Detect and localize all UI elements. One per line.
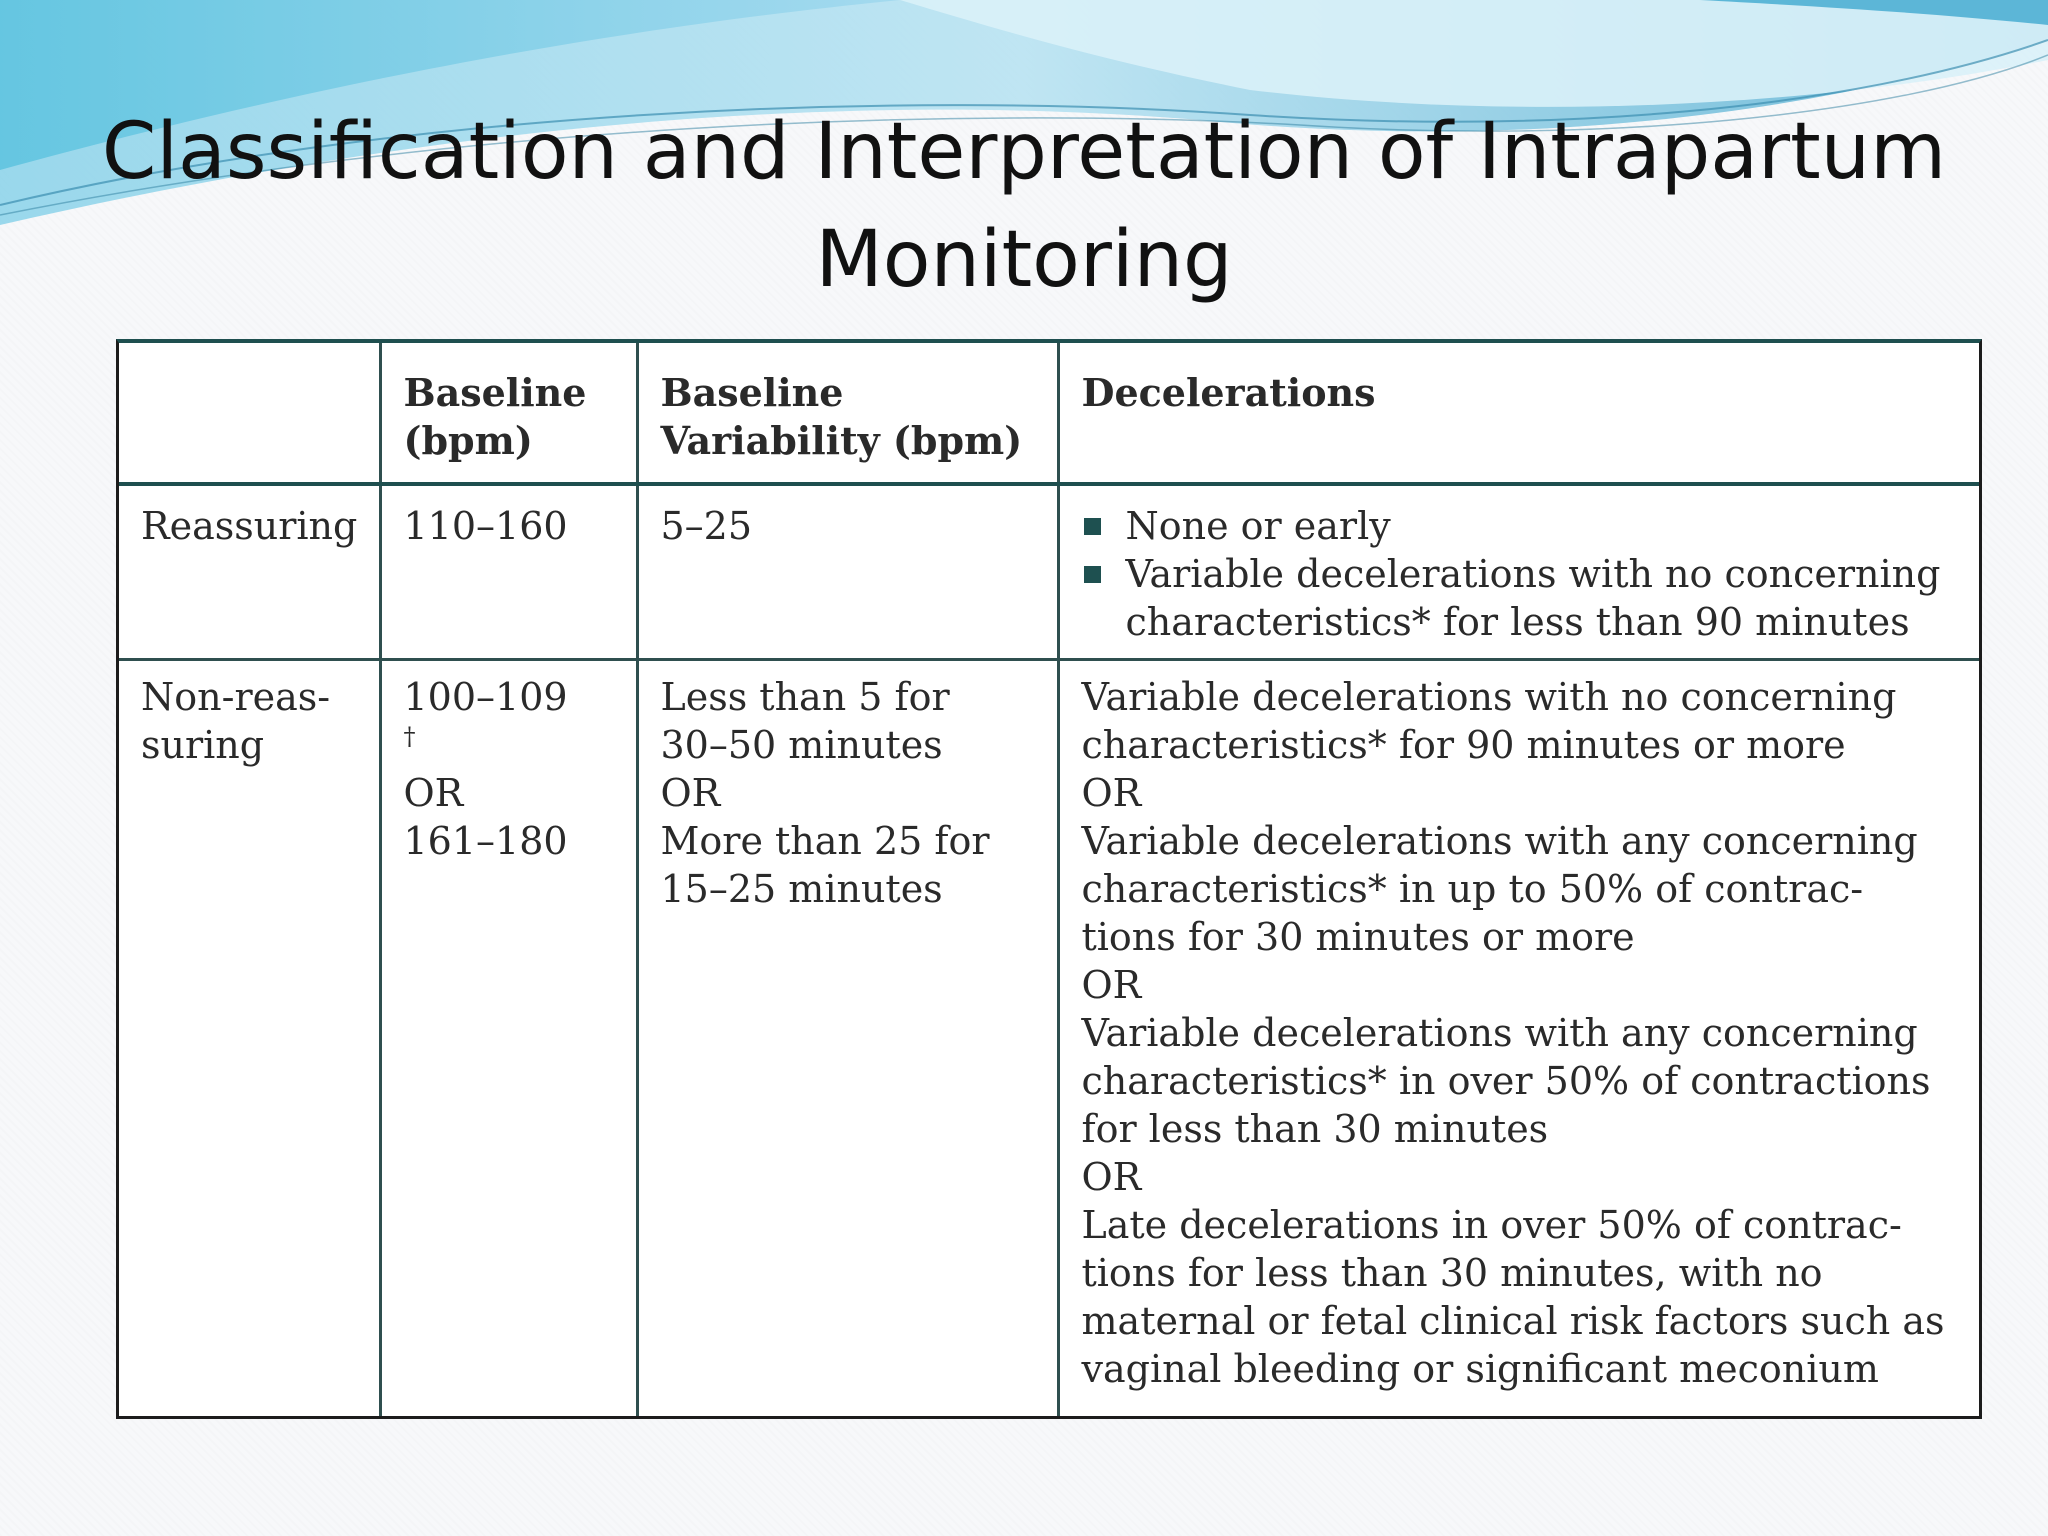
header-baseline-line-2: (bpm) [403, 418, 533, 463]
bullet-text-2-line-1: Variable decelerations with no concerning [1125, 552, 1941, 596]
classification-table-panel [116, 339, 1982, 1419]
cell-category-non-reassuring [119, 659, 380, 1416]
category-line-2: suring [141, 722, 265, 767]
baseline-range-low [404, 673, 614, 769]
dec-line-1: Variable decelerations with no concerning [1081, 674, 1897, 719]
baseline-range-high: 161–180 [403, 818, 568, 863]
header-decelerations: Decelerations [1081, 370, 1376, 415]
title-line-2: Monitoring [815, 215, 1233, 305]
page-title [100, 98, 1948, 314]
title-line-1: Classification and Interpretation of Intrapartum [101, 107, 1947, 197]
square-bullet-icon [1084, 518, 1101, 535]
cell-decelerations-reassuring [1058, 484, 1979, 659]
dec-line-15: vaginal bleeding or significant meconium [1081, 1346, 1879, 1391]
dagger-mark: † [403, 721, 416, 750]
header-variability-line-2: Variability (bpm) [660, 418, 1023, 463]
table-header-row [119, 343, 1979, 484]
cell-variability-non-reassuring [637, 659, 1058, 1416]
header-baseline-line-1: Baseline [403, 370, 587, 415]
dec-line-7: OR [1081, 962, 1142, 1007]
dec-line-6: tions for 30 minutes or more [1081, 914, 1635, 959]
bullet-text-2-line-2: characteristics* for less than 90 minutes [1125, 600, 1910, 644]
square-bullet-icon [1084, 566, 1101, 583]
dec-line-12: Late decelerations in over 50% of contrac- [1081, 1202, 1902, 1247]
classification-table [119, 343, 1979, 1416]
table-row-reassuring [119, 484, 1979, 659]
variability-line-2: 30–50 minutes [660, 722, 943, 767]
header-category [119, 343, 380, 484]
dec-line-3: OR [1081, 770, 1142, 815]
dec-line-14: maternal or fetal clinical risk factors such as [1081, 1298, 1945, 1343]
list-item [1082, 502, 1958, 550]
dec-line-10: for less than 30 minutes [1081, 1106, 1549, 1151]
cell-decelerations-non-reassuring [1058, 659, 1979, 1416]
dec-line-5: characteristics* in up to 50% of contrac- [1081, 866, 1864, 911]
variability-line-3: OR [660, 770, 721, 815]
decelerations-bullet-list [1082, 502, 1958, 646]
dec-line-11: OR [1081, 1154, 1142, 1199]
dec-line-4: Variable decelerations with any concerning [1081, 818, 1918, 863]
baseline-range-low-value: 100–109 [403, 674, 568, 719]
cell-variability-reassuring: 5–25 [637, 484, 1058, 659]
cell-category-reassuring: Reassuring [119, 484, 380, 659]
cell-baseline-non-reassuring [380, 659, 637, 1416]
category-line-1: Non-reas- [141, 674, 331, 719]
variability-line-5: 15–25 minutes [660, 866, 943, 911]
header-baseline [380, 343, 637, 484]
dec-line-2: characteristics* for 90 minutes or more [1081, 722, 1846, 767]
table-row-non-reassuring [119, 659, 1979, 1416]
dec-line-9: characteristics* in over 50% of contractions [1081, 1058, 1931, 1103]
header-variability-line-1: Baseline [660, 370, 844, 415]
dec-line-8: Variable decelerations with any concerning [1081, 1010, 1918, 1055]
bullet-text-1-line-1: None or early [1125, 504, 1391, 548]
cell-baseline-reassuring: 110–160 [380, 484, 637, 659]
variability-line-1: Less than 5 for [660, 674, 950, 719]
baseline-or: OR [403, 770, 464, 815]
variability-line-4: More than 25 for [660, 818, 990, 863]
dec-line-13: tions for less than 30 minutes, with no [1081, 1250, 1823, 1295]
list-item [1082, 550, 1958, 646]
header-variability [637, 343, 1058, 484]
